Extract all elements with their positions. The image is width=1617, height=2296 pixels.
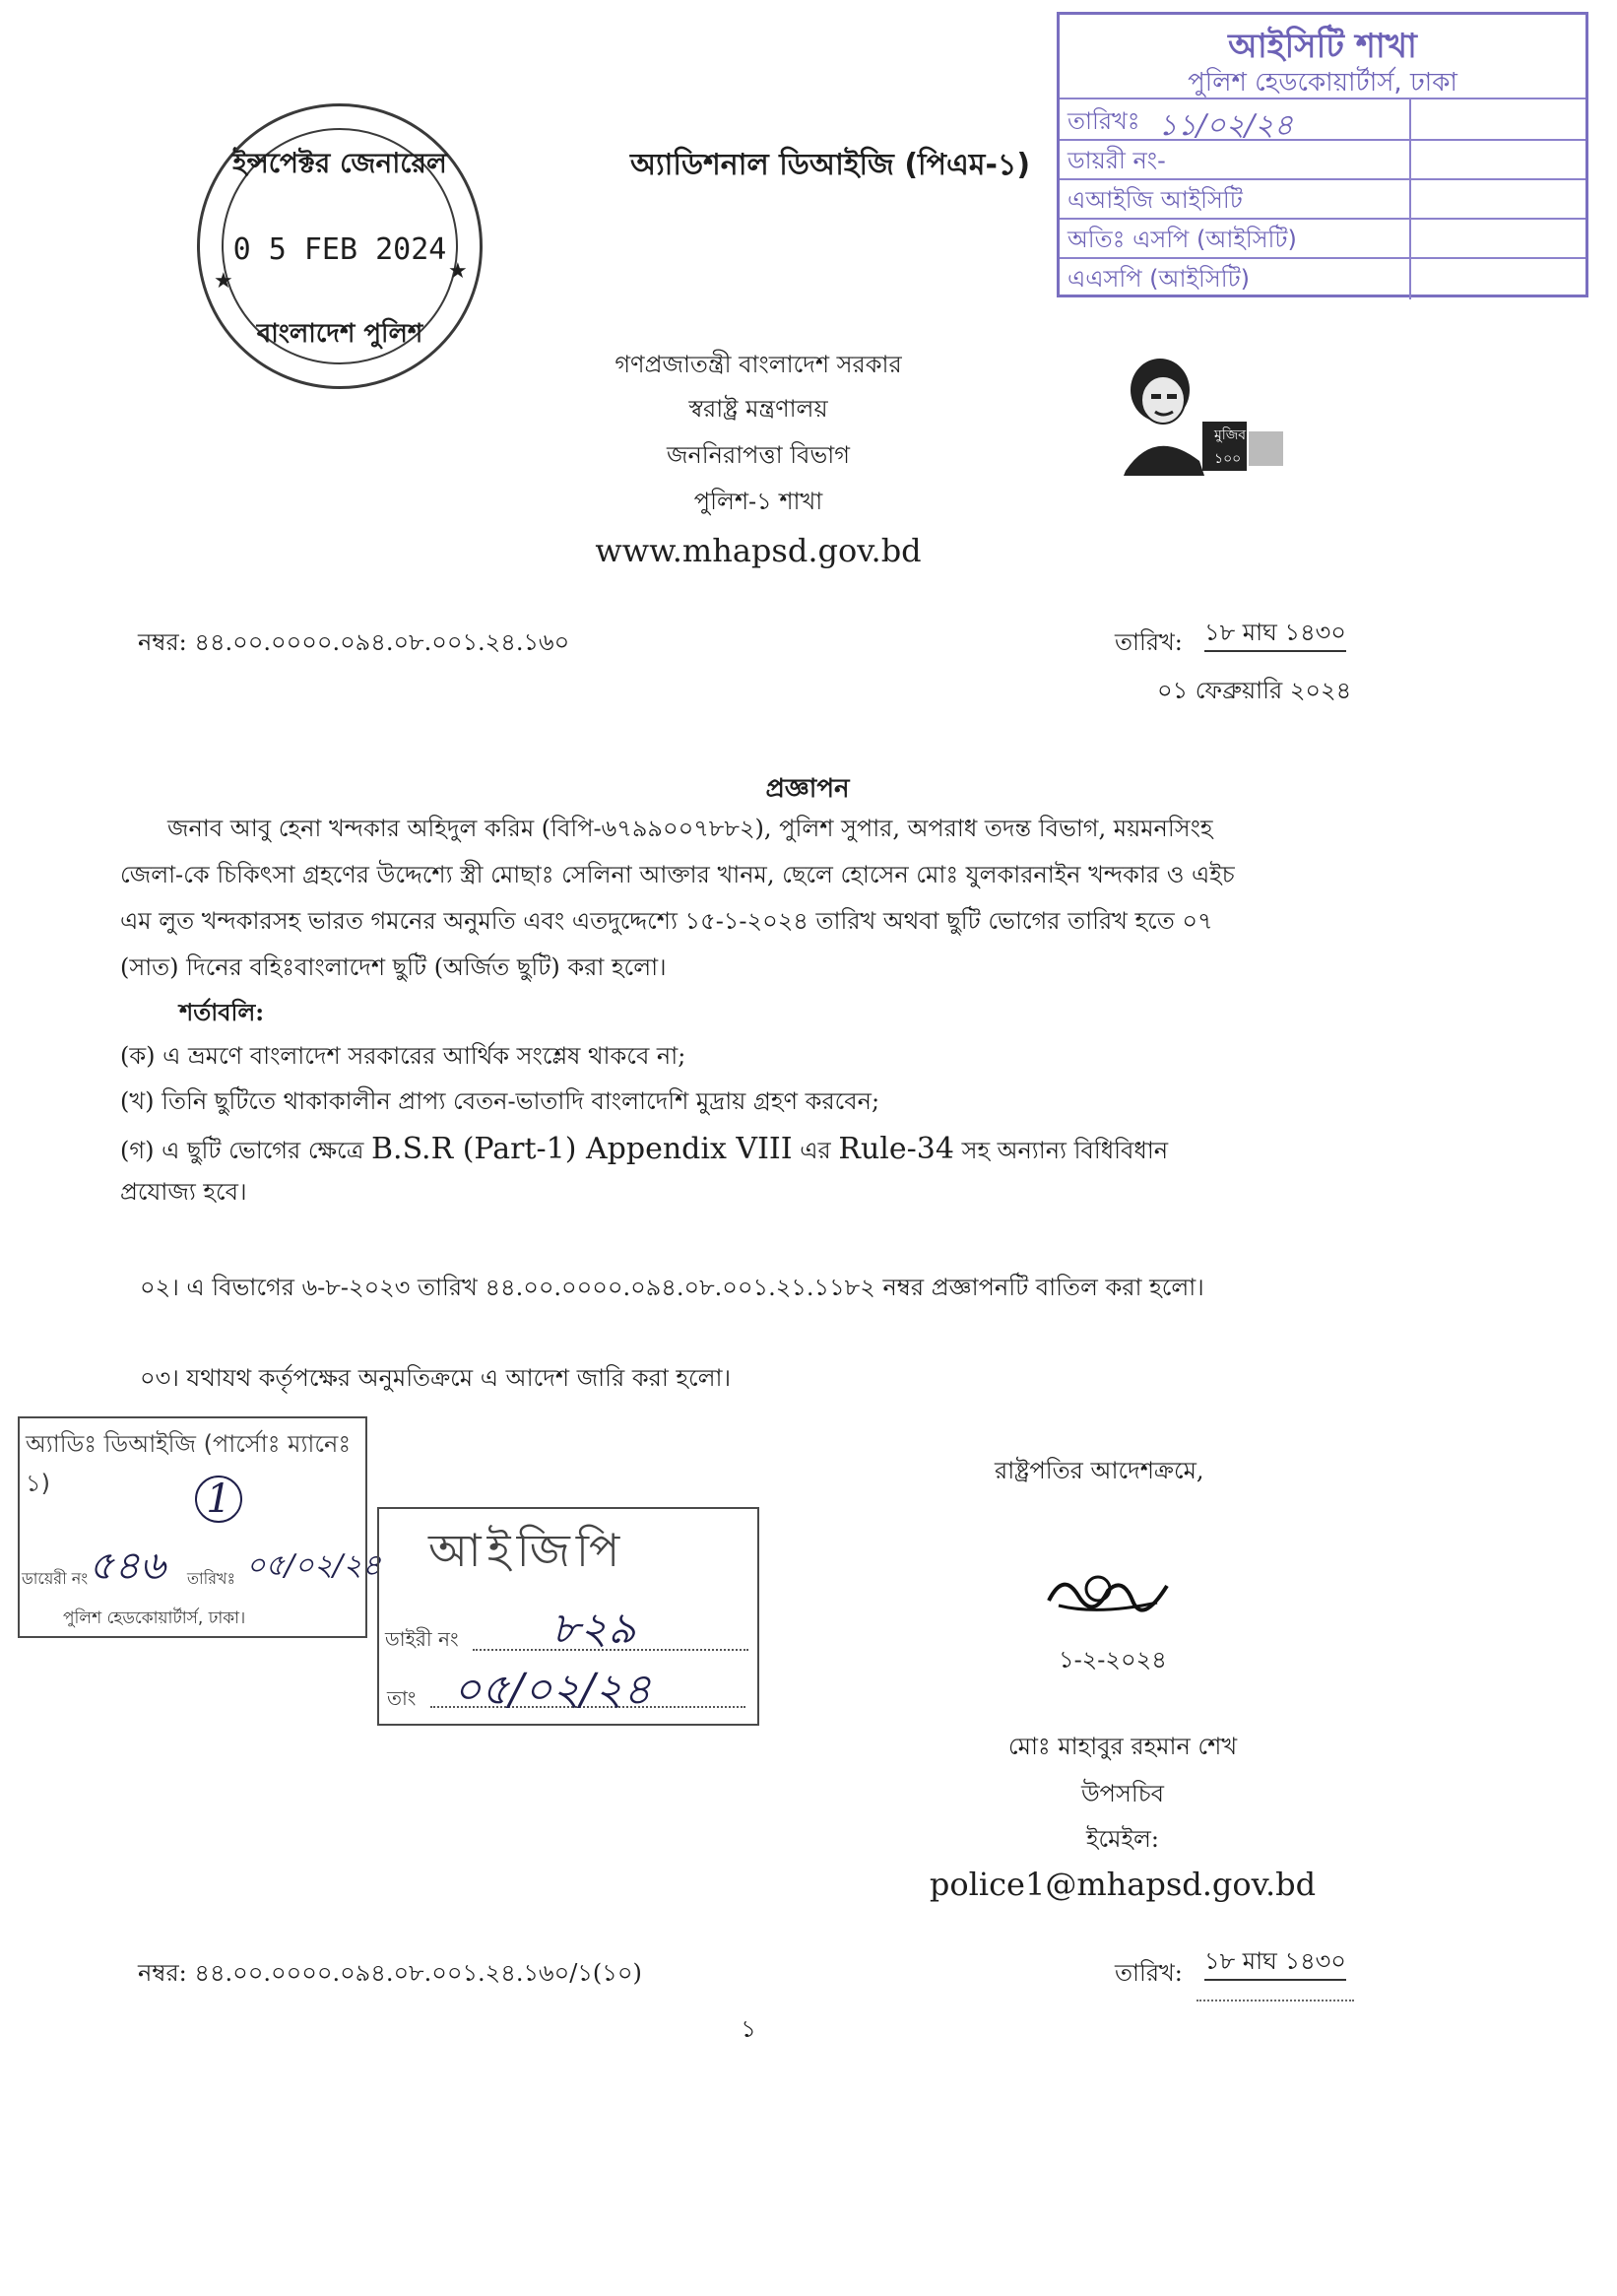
ref-number-label: নম্বর: — [138, 628, 187, 656]
seal-bottom-text: বাংলাদেশ পুলিশ — [256, 319, 423, 349]
ref-date-bangla: ১৮ মাঘ ১৪৩০ — [1204, 618, 1346, 652]
stamp-grid — [1060, 98, 1585, 299]
condition-ga — [120, 1130, 1168, 1168]
condition-ga-rule: B.S.R (Part-1) Appendix VIII — [370, 1132, 793, 1166]
condition-ga-mid: এর — [800, 1137, 831, 1164]
stamp-row — [1060, 99, 1585, 141]
condition-kha: (খ) তিনি ছুটিতে থাকাকালীন প্রাপ্য বেতন-ভাতাদি বাংলাদেশি মুদ্রায় গ্রহণ করবেন; — [120, 1087, 880, 1115]
stamp-row-label: অতিঃ এসপি (আইসিটি) — [1067, 226, 1297, 253]
star-icon: ★ — [214, 269, 233, 294]
order-text: রাষ্ট্রপতির আদেশক্রমে, — [995, 1457, 1204, 1484]
para1-line1: জনাব আবু হেনা খন্দকার অহিদুল করিম (বিপি-৬৭৯৯০০৭৮৮২), পুলিশ সুপার, অপরাধ তদন্ত বিভাগ, ময়মনসিংহ — [167, 815, 1213, 842]
stamp-left-diary-no: ৫৪৬ — [89, 1543, 165, 1589]
stamp-left-title: অ্যাডিঃ ডিআইজি (পার্সোঃ ম্যানেঃ ১) — [26, 1430, 352, 1497]
stamp-left-date: ০৫/০২/২৪ — [246, 1548, 382, 1583]
ict-branch-stamp — [1057, 12, 1588, 297]
stamp-handwritten-date: ১১/০২/২৪ — [1158, 108, 1294, 143]
igp-date: ০৫/০২/২৪ — [453, 1665, 652, 1715]
stamp-row — [1060, 178, 1585, 220]
branch-name: পুলিশ-১ শাখা — [693, 488, 823, 515]
emblem-caption: মুজিব ১০০ — [1214, 427, 1247, 467]
igp-date-label: তাং — [387, 1686, 417, 1710]
condition-ga-suffix: সহ অন্যান্য বিধিবিধান — [961, 1137, 1169, 1164]
signature-mark — [1039, 1561, 1177, 1620]
stamp-left-date-label: তারিখঃ — [187, 1569, 236, 1588]
stamp-row — [1060, 257, 1585, 296]
stamp-subtitle: পুলিশ হেডকোয়ার্টার্স, ঢাকা — [1188, 68, 1457, 98]
stamp-row-label: এএসপি (আইসিটি) — [1067, 265, 1251, 293]
para2: ০২। এ বিভাগের ৬-৮-২০২৩ তারিখ ৪৪.০০.০০০০.০৯৪.০৮.০০১.২১.১১৮২ নম্বর প্রজ্ঞাপনটি বাতিল করা হলো। — [140, 1274, 1204, 1301]
stamp-title: আইসিটি শাখা — [1228, 27, 1417, 66]
seal-date: 0 5 FEB 2024 — [232, 232, 447, 267]
stamp-row — [1060, 139, 1585, 180]
star-icon: ★ — [448, 259, 468, 284]
igp-stamp-title: আইজিপি — [428, 1524, 626, 1577]
footer-number-label: নম্বর: — [138, 1959, 187, 1987]
condition-ga-line2: প্রযোজ্য হবে। — [120, 1178, 247, 1206]
email-label: ইমেইল: — [1086, 1825, 1159, 1853]
igp-stamp — [377, 1507, 759, 1726]
stamp-left-footer: পুলিশ হেডকোয়ার্টার্স, ঢাকা। — [63, 1608, 246, 1628]
condition-ga-rule2: Rule-34 — [838, 1132, 954, 1166]
conditions-heading: শর্তাবলি: — [179, 998, 265, 1026]
website: www.mhapsd.gov.bd — [595, 532, 922, 569]
pm-receipt-stamp — [18, 1416, 382, 1638]
igp-diary-label: ডাইরী নং — [385, 1627, 459, 1651]
stamp-left-diary-label: ডায়েরী নং — [22, 1569, 89, 1588]
para1-line2: জেলা-কে চিকিৎসা গ্রহণের উদ্দেশ্যে স্ত্রী মোছাঃ সেলিনা আক্তার খানম, ছেলে হোসেন মোঃ যুলকারনাইন খন্দকার ও এইচ — [120, 861, 1235, 888]
page-number: ১ — [741, 2015, 756, 2043]
ref-number: ৪৪.০০.০০০০.০৯৪.০৮.০০১.২৪.১৬০ — [194, 628, 570, 656]
ref-date-label: তারিখ: — [1115, 628, 1183, 656]
signatory-designation: উপসচিব — [1080, 1780, 1165, 1807]
stamp-row-label: তারিখঃ — [1067, 107, 1140, 135]
stamp-row-label: এআইজি আইসিটি — [1067, 186, 1243, 214]
mujib-100-emblem — [1116, 353, 1288, 476]
ref-date-english: ০১ ফেব্রুয়ারি ২০২৪ — [1157, 677, 1352, 704]
stamp-row — [1060, 218, 1585, 259]
para1-line4: (সাত) দিনের বহিঃবাংলাদেশ ছুটি (অর্জিত ছুটি) করা হলো। — [120, 953, 667, 981]
footer-number: ৪৪.০০.০০০০.০৯৪.০৮.০০১.২৪.১৬০/১(১০) — [194, 1959, 642, 1987]
footer-date-label: তারিখ: — [1115, 1959, 1183, 1987]
footer-number-row — [138, 1958, 642, 1989]
footer-date-bangla: ১৮ মাঘ ১৪৩০ — [1204, 1946, 1346, 1981]
para1-line3: এম লুত খন্দকারসহ ভারত গমনের অনুমতি এবং এতদুদ্দেশ্যে ১৫-১-২০২৪ তারিখ অথবা ছুটি ভোগের তারিখ হতে ০৭ — [120, 907, 1213, 935]
email-address: police1@mhapsd.gov.bd — [929, 1866, 1317, 1903]
condition-ga-prefix: (গ) এ ছুটি ভোগের ক্ষেত্রে — [120, 1137, 364, 1164]
received-seal — [197, 103, 483, 389]
condition-ka: (ক) এ ভ্রমণে বাংলাদেশ সরকারের আর্থিক সংশ্লেষ থাকবে না; — [120, 1042, 686, 1070]
cut-off-line — [1197, 2000, 1354, 2007]
igp-diary-no: ৮২৯ — [551, 1604, 636, 1654]
ref-number-row — [138, 627, 569, 658]
signature-date: ১-২-২০২৪ — [1059, 1646, 1167, 1673]
signatory-name: মোঃ মাহাবুর রহমান শেখ — [1007, 1733, 1238, 1760]
notification-heading: প্রজ্ঞাপন — [765, 774, 850, 804]
ministry-name: স্বরাষ্ট্র মন্ত্রণালয় — [688, 395, 828, 423]
handwritten-mark: 1 — [195, 1476, 242, 1523]
seal-top-text: ইন্সপেক্টর জেনারেল — [232, 147, 447, 179]
stamp-row-label: ডায়রী নং- — [1067, 147, 1166, 174]
division-name: জননিরাপত্তা বিভাগ — [667, 441, 850, 469]
gov-name: গণপ্রজাতন্ত্রী বাংলাদেশ সরকার — [614, 351, 902, 378]
addressee: অ্যাডিশনাল ডিআইজি (পিএম-১) — [630, 148, 1031, 182]
para3: ০৩। যথাযথ কর্তৃপক্ষের অনুমতিক্রমে এ আদেশ জারি করা হলো। — [140, 1364, 732, 1392]
